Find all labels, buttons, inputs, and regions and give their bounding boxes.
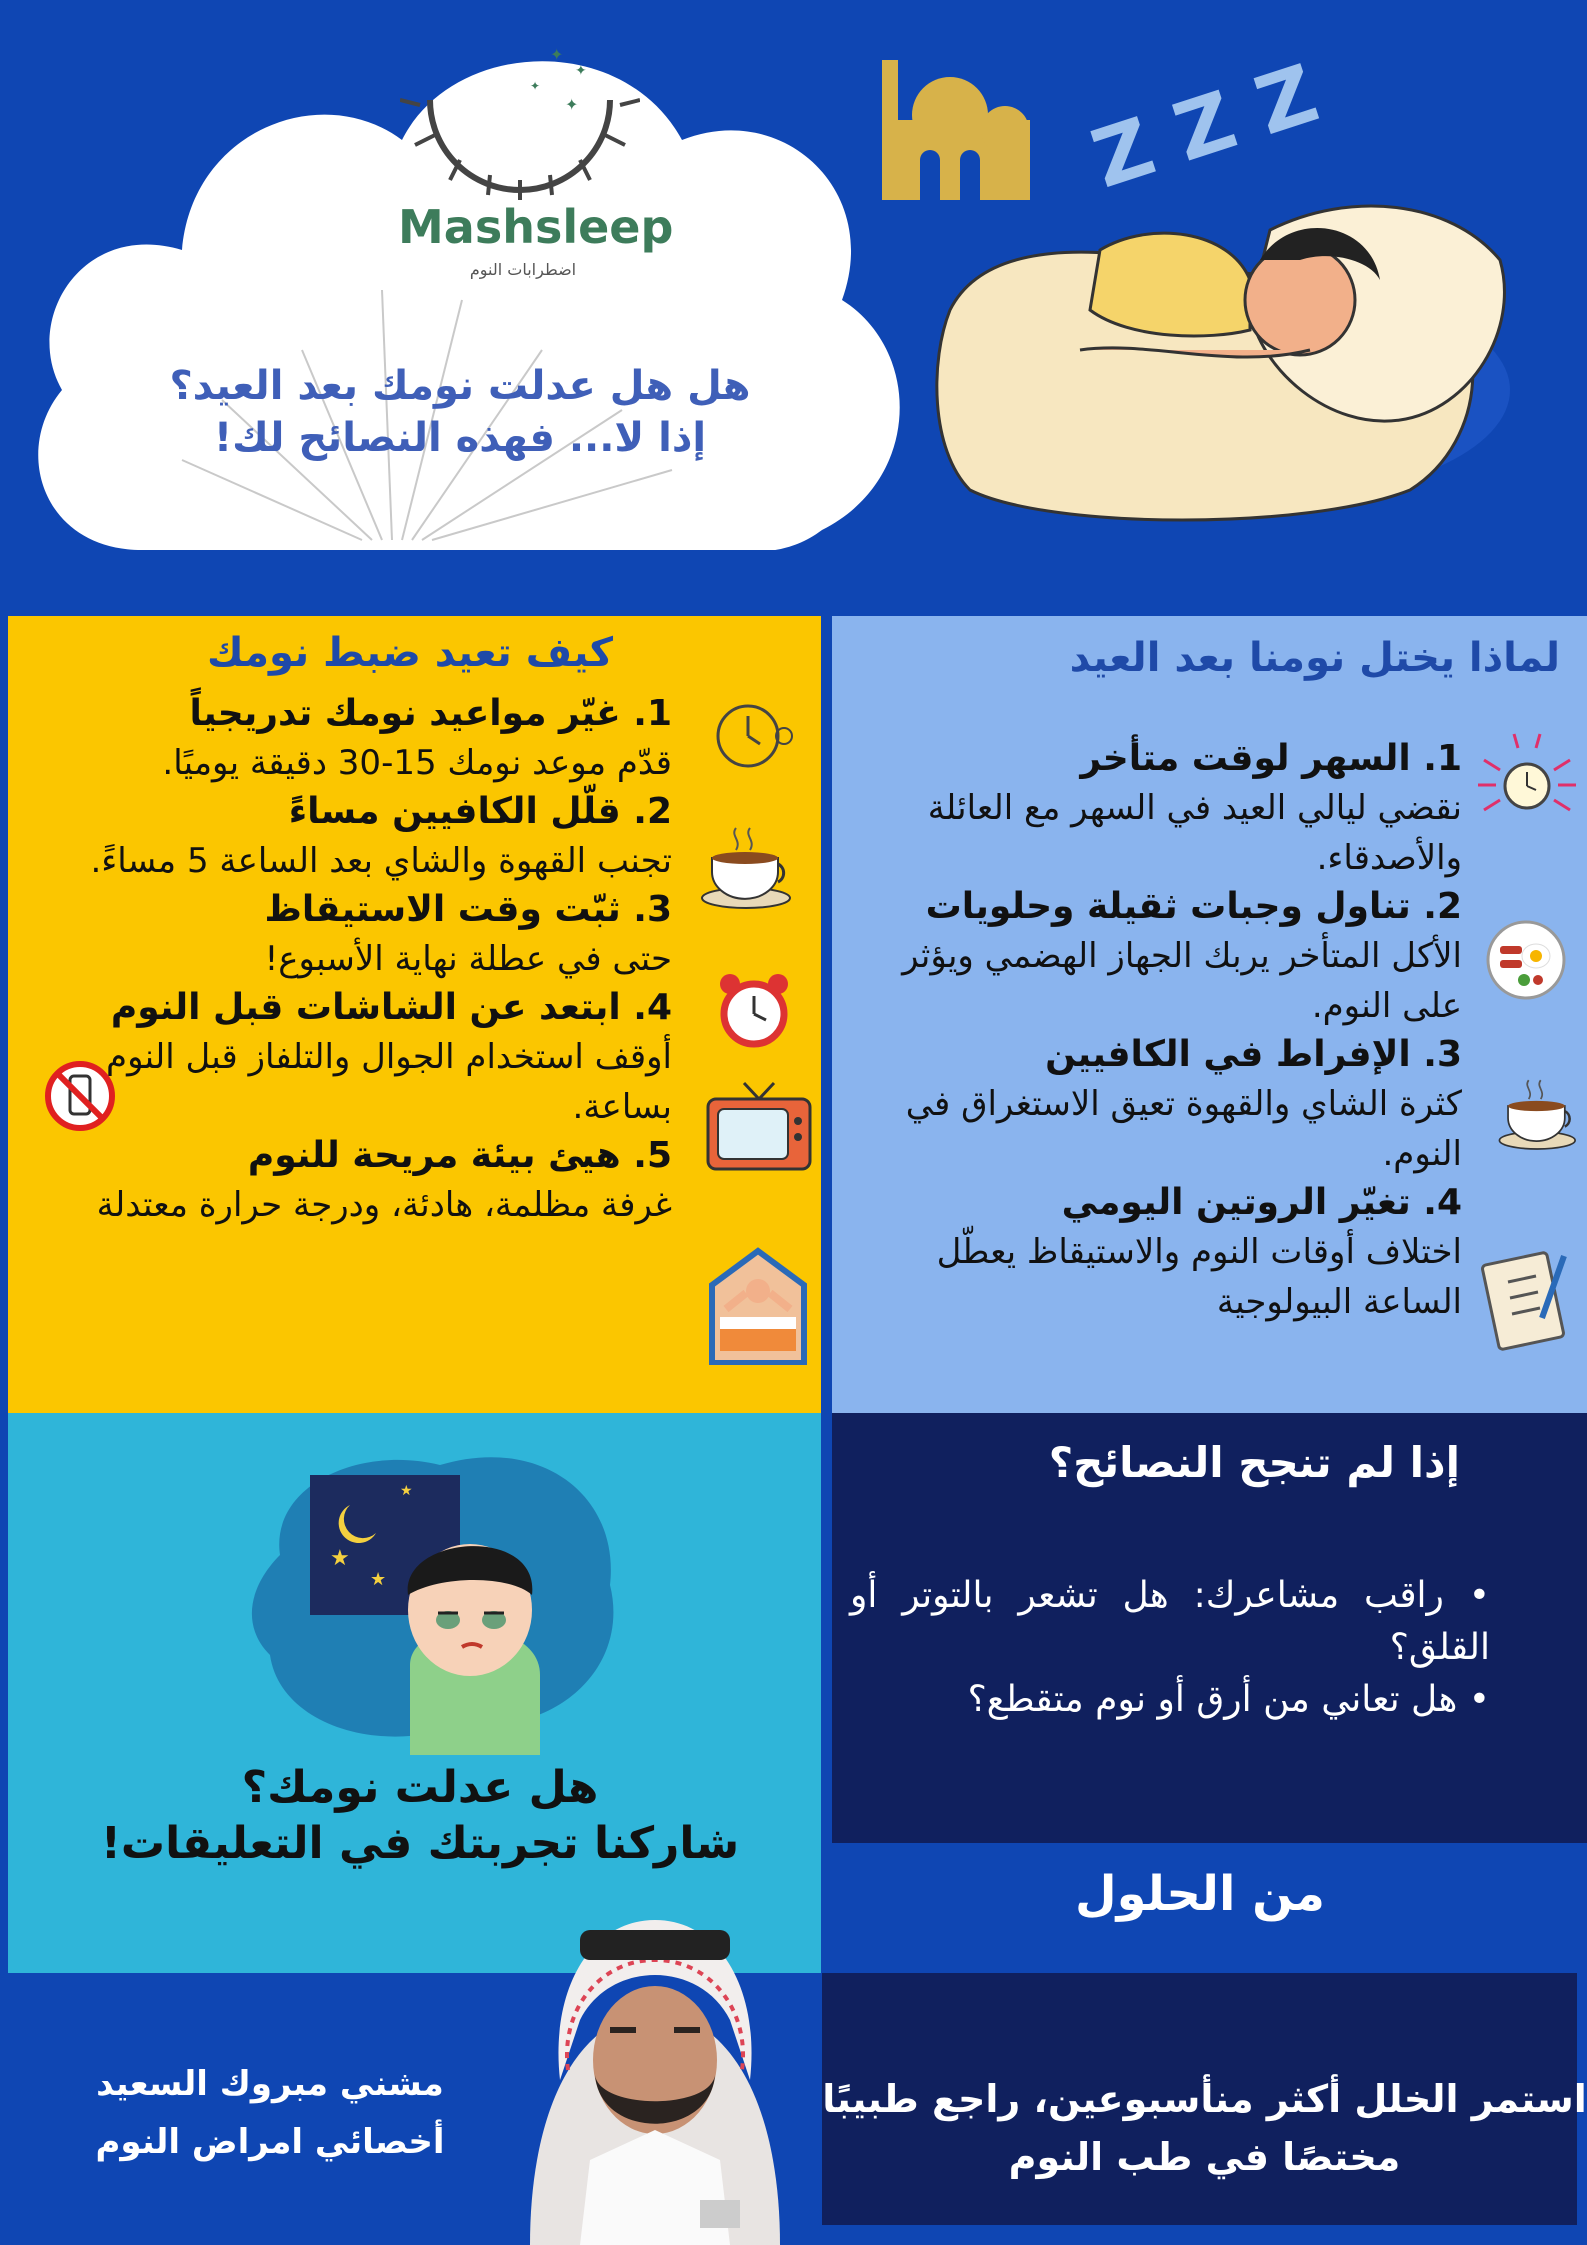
if-not-item: • هل تعاني من أرق أو نوم متقطع؟ (967, 1679, 1490, 1720)
bedroom-icon (706, 1245, 810, 1365)
header-title-line1: هل هل عدلت نومك بعد العيد؟ (169, 363, 751, 409)
coffee-cup-icon-2 (1496, 1072, 1582, 1152)
svg-text:✦: ✦ (530, 79, 541, 93)
cta-text (60, 1760, 780, 1872)
brand-subtitle: اضطرابات النوم (469, 260, 577, 279)
why-reason-text: نقضي ليالي العيد في السهر مع العائلة والأصدقاء. (927, 788, 1462, 878)
brand-name: Mashsleep (398, 200, 674, 254)
sleeping-person-illustration (930, 190, 1520, 530)
svg-text:★: ★ (330, 1546, 350, 1571)
how-tips-list (12, 690, 672, 1230)
meal-plate-icon (1484, 918, 1568, 1002)
zzz-text: Z Z Z (1081, 46, 1329, 207)
if-not-list (850, 1570, 1490, 1726)
if-not-title: إذا لم تنجح النصائح؟ (1048, 1438, 1460, 1487)
why-reason-heading: 1. السهر لوقت متأخر (1080, 738, 1462, 779)
solutions-text: استمر الخلل أكثر منأسبوعين، راجع طبيبًا مختصًا في طب النوم (822, 2077, 1587, 2179)
svg-text:✦: ✦ (565, 95, 579, 114)
svg-text:✦: ✦ (550, 45, 564, 64)
why-reason-heading: 2. تناول وجبات ثقيلة وحلويات (925, 886, 1462, 927)
how-section-title: كيف تعيد ضبط نومك (207, 630, 613, 676)
why-reason-text: كثرة الشاي والقهوة تعيق الاستغراق في النوم. (905, 1084, 1462, 1174)
specialist-info (60, 2055, 480, 2171)
how-tip-text: حتى في عطلة نهاية الأسبوع! (264, 939, 672, 979)
specialist-role: أخصائي امراض النوم (95, 2122, 445, 2162)
svg-text:★: ★ (400, 1483, 413, 1499)
brand-logo-icon (400, 20, 640, 200)
checklist-icon (1480, 1248, 1572, 1352)
tired-child-illustration (240, 1435, 630, 1755)
if-not-item: • راقب مشاعرك: هل تشعر بالتوتر أو القلق؟ (850, 1575, 1490, 1668)
svg-text:★: ★ (370, 1569, 387, 1590)
how-tip-text: غرفة مظلمة، هادئة، ودرجة حرارة معتدلة (96, 1185, 672, 1225)
how-tip-heading: 4. ابتعد عن الشاشات قبل النوم (110, 987, 672, 1028)
cta-line2: شاركنا تجربتك في التعليقات! (100, 1818, 740, 1869)
how-tip-text: أوقف استخدام الجوال والتلفاز قبل النوم بساعة. (106, 1037, 672, 1127)
how-tip-heading: 2. قلّل الكافيين مساءً (288, 791, 672, 832)
how-tip-heading: 5. هيئ بيئة مريحة للنوم (247, 1135, 672, 1176)
if-not-item-text: راقب مشاعرك: هل تشعر بالتوتر أو القلق؟ (850, 1575, 1490, 1668)
why-reason-text: اختلاف أوقات النوم والاستيقاظ يعطّل الساعة البيولوجية (936, 1232, 1462, 1322)
cta-line1: هل عدلت نومك؟ (241, 1762, 599, 1813)
no-phone-icon (44, 1060, 116, 1132)
why-section-title (860, 635, 1560, 681)
specialist-name: مشني مبروك السعيد (96, 2064, 444, 2104)
tv-icon (704, 1075, 814, 1185)
how-tip-text: تجنب القهوة والشاي بعد الساعة 5 مساءً. (90, 841, 672, 881)
coffee-cup-icon (698, 820, 798, 910)
clock-sun-icon (708, 690, 800, 782)
why-reasons-list (848, 735, 1462, 1327)
why-reason-text: الأكل المتأخر يربك الجهاز الهضمي ويؤثر على النوم. (902, 936, 1462, 1026)
if-not-item-text: هل تعاني من أرق أو نوم متقطع؟ (967, 1679, 1458, 1720)
why-section-title-text: لماذا يختل نومنا بعد العيد (1069, 635, 1560, 681)
alarm-ringing-icon (1474, 730, 1580, 830)
why-reason-heading: 3. الإفراط في الكافيين (1045, 1034, 1462, 1075)
header-title-line2: إذا لا... فهذه النصائح لك! (213, 415, 707, 461)
how-tip-heading: 1. غيّر مواعيد نومك تدريجياً (189, 693, 672, 734)
solutions-title: من الحلول (1074, 1866, 1326, 1922)
why-reason-heading: 4. تغيّر الروتين اليومي (1061, 1182, 1462, 1223)
specialist-photo (490, 1900, 820, 2245)
svg-text:✦: ✦ (575, 63, 587, 79)
alarm-clock-icon (712, 968, 796, 1052)
how-tip-heading: 3. ثبّت وقت الاستيقاظ (264, 889, 672, 930)
how-tip-text: قدّم موعد نومك 15-30 دقيقة يوميًا. (162, 743, 672, 783)
header-title (140, 360, 780, 464)
